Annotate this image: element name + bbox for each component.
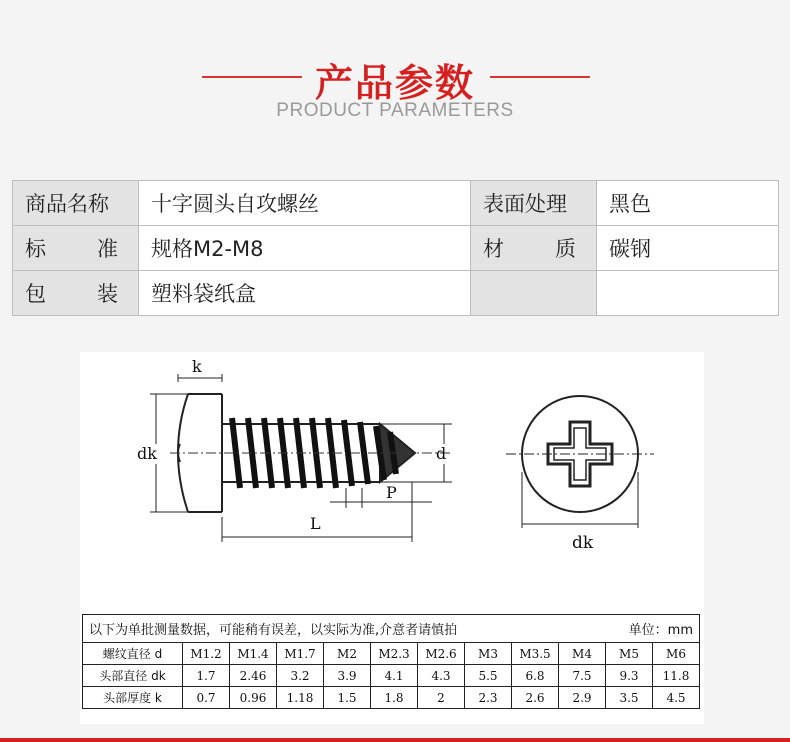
label-p: P <box>386 483 397 502</box>
spec-cell: 0.7 <box>183 687 230 709</box>
spec-cell: 7.5 <box>559 665 606 687</box>
spec-cell: M3 <box>465 643 512 665</box>
spec-cell: M1.7 <box>277 643 324 665</box>
spec-row-head-diameter <box>83 665 700 687</box>
param-key-packaging <box>13 271 139 316</box>
title-divider-right <box>490 76 590 78</box>
spec-cell: 5.5 <box>465 665 512 687</box>
spec-row-head-thickness <box>83 687 700 709</box>
spec-cell: 4.3 <box>418 665 465 687</box>
spec-cell: M5 <box>606 643 653 665</box>
param-value-empty <box>597 271 779 316</box>
param-key-packaging-char1: 包 <box>25 282 46 306</box>
label-k: k <box>192 357 202 376</box>
spec-cell: 1.18 <box>277 687 324 709</box>
param-value-standard: 规格M2-M8 <box>139 226 471 271</box>
spec-cell: 6.8 <box>512 665 559 687</box>
param-key-standard-char2: 准 <box>97 237 118 261</box>
param-value-product-name: 十字圆头自攻螺丝 <box>139 181 471 226</box>
param-row-name <box>13 181 779 226</box>
spec-cell: M4 <box>559 643 606 665</box>
spec-cell: M1.2 <box>183 643 230 665</box>
spec-cell: 0.96 <box>230 687 277 709</box>
param-key-empty <box>471 271 597 316</box>
page-subtitle: PRODUCT PARAMETERS <box>276 100 514 121</box>
param-key-material-char1: 材 <box>483 237 504 261</box>
label-d: d <box>436 444 447 463</box>
param-key-product-name: 商品名称 <box>13 181 139 226</box>
spec-cell: 4.1 <box>371 665 418 687</box>
page-title: 产品参数 <box>314 61 475 105</box>
spec-cell: 4.5 <box>653 687 700 709</box>
label-dk-side: dk <box>137 444 157 463</box>
spec-note-row <box>83 615 700 643</box>
spec-note: 以下为单批测量数据，可能稍有误差，以实际为准,介意者请慎拍 <box>89 623 458 638</box>
bottom-accent-bar <box>0 738 790 742</box>
spec-cell: M2.3 <box>371 643 418 665</box>
spec-table <box>82 614 700 709</box>
spec-cell: 2.3 <box>465 687 512 709</box>
spec-cell: 9.3 <box>606 665 653 687</box>
param-row-standard <box>13 226 779 271</box>
param-value-packaging: 塑料袋纸盒 <box>139 271 471 316</box>
product-parameters-table <box>12 180 779 316</box>
param-key-material-char2: 质 <box>555 237 576 261</box>
spec-row-label: 头部厚度 k <box>83 687 183 709</box>
section-title <box>0 50 790 140</box>
spec-cell: 2.9 <box>559 687 606 709</box>
spec-row-thread-diameter <box>83 643 700 665</box>
param-value-surface: 黑色 <box>597 181 779 226</box>
spec-cell: M2.6 <box>418 643 465 665</box>
spec-cell: 11.8 <box>653 665 700 687</box>
spec-row-label: 头部直径 dk <box>83 665 183 687</box>
spec-cell: 1.5 <box>324 687 371 709</box>
label-l: L <box>310 514 321 533</box>
param-key-standard-char1: 标 <box>25 237 46 261</box>
spec-cell: 3.5 <box>606 687 653 709</box>
spec-cell: M3.5 <box>512 643 559 665</box>
spec-cell: 3.9 <box>324 665 371 687</box>
param-value-material: 碳钢 <box>597 226 779 271</box>
spec-row-label: 螺纹直径 d <box>83 643 183 665</box>
spec-cell: 2.6 <box>512 687 559 709</box>
screw-top-view <box>506 396 654 528</box>
label-dk-top: dk <box>572 533 594 553</box>
spec-cell: 1.8 <box>371 687 418 709</box>
param-key-surface: 表面处理 <box>471 181 597 226</box>
spec-cell: 3.2 <box>277 665 324 687</box>
param-row-packaging <box>13 271 779 316</box>
param-key-material <box>471 226 597 271</box>
param-key-standard <box>13 226 139 271</box>
spec-cell: M2 <box>324 643 371 665</box>
spec-cell: M6 <box>653 643 700 665</box>
spec-unit: 单位：mm <box>628 623 693 638</box>
spec-cell: M1.4 <box>230 643 277 665</box>
spec-note-cell <box>83 615 700 643</box>
spec-cell: 1.7 <box>183 665 230 687</box>
spec-cell: 2 <box>418 687 465 709</box>
param-key-packaging-char2: 装 <box>97 282 118 306</box>
spec-cell: 2.46 <box>230 665 277 687</box>
